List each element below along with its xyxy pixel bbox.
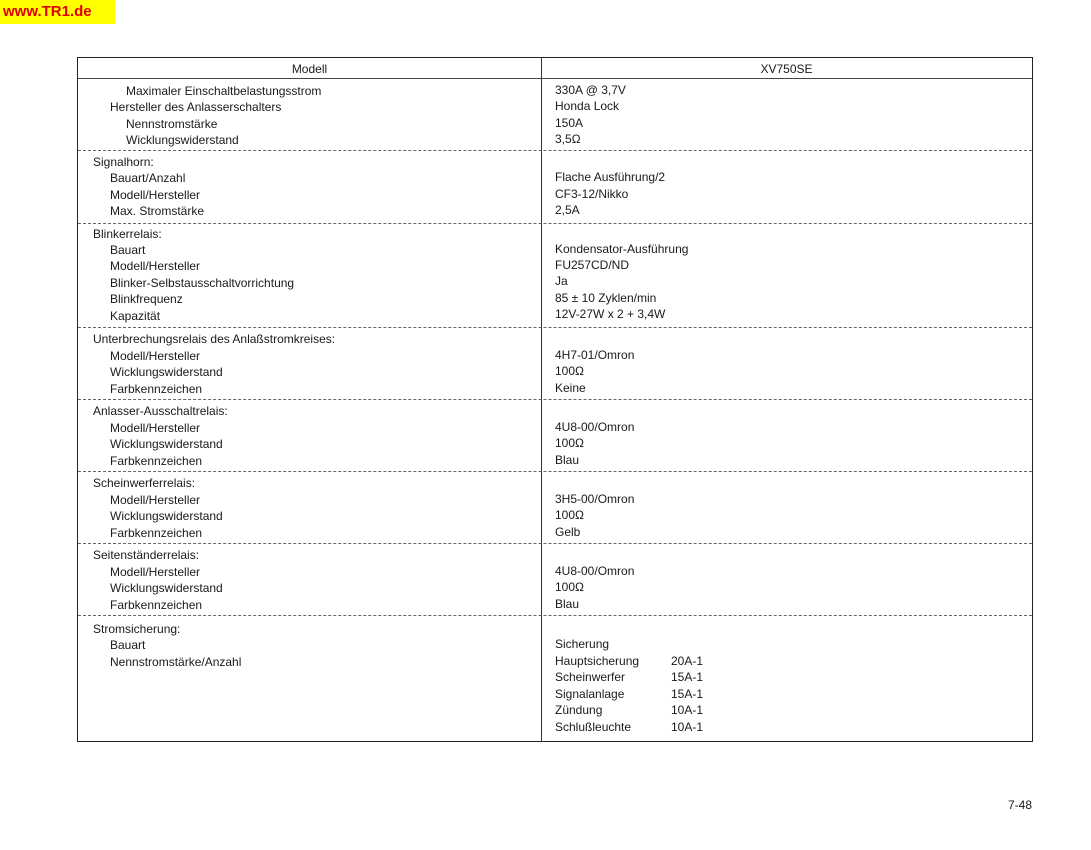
header-model-label: Modell <box>291 62 328 76</box>
row-value: 4U8-00/Omron <box>555 564 635 578</box>
group-title: Unterbrechungsrelais des Anlaßstromkreises: <box>93 332 336 346</box>
group-anlasser-ausschaltrelais <box>78 400 1032 472</box>
row-value: 2,5A <box>555 203 580 217</box>
row-label: Wicklungswiderstand <box>110 509 223 523</box>
row-value: Honda Lock <box>555 99 620 113</box>
row-label: Modell/Hersteller <box>110 421 201 435</box>
row-value: FU257CD/ND <box>555 258 630 272</box>
row-label: Hersteller des Anlasserschalters <box>110 100 282 114</box>
fuse-rating: 15A-1 <box>671 687 704 701</box>
row-value: CF3-12/Nikko <box>555 187 629 201</box>
fuse-rating: 10A-1 <box>671 720 704 734</box>
group-starter-switch <box>78 79 1032 151</box>
group-title: Anlasser-Ausschaltrelais: <box>93 404 228 418</box>
row-value: 100Ω <box>555 580 584 594</box>
row-label: Bauart/Anzahl <box>110 171 186 185</box>
row-value: Flache Ausführung/2 <box>555 170 666 184</box>
row-value: Ja <box>555 274 568 288</box>
row-label: Kapazität <box>110 309 161 323</box>
fuse-name: Zündung <box>555 703 603 717</box>
fuse-rating: 15A-1 <box>671 670 704 684</box>
row-value: Sicherung <box>555 637 610 651</box>
row-label: Wicklungswiderstand <box>110 581 223 595</box>
row-label: Farbkennzeichen <box>110 454 203 468</box>
row-label: Modell/Hersteller <box>110 493 201 507</box>
row-value: 100Ω <box>555 364 584 378</box>
row-value: Blau <box>555 453 580 467</box>
row-label: Wicklungswiderstand <box>110 437 223 451</box>
row-value: 4H7-01/Omron <box>555 348 635 362</box>
fuse-name: Hauptsicherung <box>555 654 640 668</box>
row-label: Farbkennzeichen <box>110 382 203 396</box>
row-value: 330A @ 3,7V <box>555 83 626 97</box>
fuse-name: Signalanlage <box>555 687 625 701</box>
row-label: Farbkennzeichen <box>110 598 203 612</box>
row-value: 85 ± 10 Zyklen/min <box>555 291 657 305</box>
group-title: Signalhorn: <box>93 155 154 169</box>
spec-table <box>77 57 1033 742</box>
row-label: Modell/Hersteller <box>110 349 201 363</box>
fuse-rating: 10A-1 <box>671 703 704 717</box>
row-value: 4U8-00/Omron <box>555 420 635 434</box>
fuse-name: Scheinwerfer <box>555 670 626 684</box>
group-seitenstaenderrelais <box>78 544 1032 616</box>
group-title: Stromsicherung: <box>93 622 181 636</box>
watermark-link[interactable]: www.TR1.de <box>0 0 115 24</box>
row-label: Farbkennzeichen <box>110 526 203 540</box>
row-label: Bauart <box>110 243 146 257</box>
table-header-row <box>78 58 1032 79</box>
page-number: 7-48 <box>1008 798 1033 812</box>
row-value: Kondensator-Ausführung <box>555 242 689 256</box>
group-scheinwerferrelais <box>78 472 1032 544</box>
group-signalhorn <box>78 151 1032 224</box>
row-value: Keine <box>555 381 586 395</box>
row-value: 100Ω <box>555 508 584 522</box>
group-unterbrechungsrelais <box>78 328 1032 400</box>
row-value: 150A <box>555 116 584 130</box>
row-value: 100Ω <box>555 436 584 450</box>
row-label: Modell/Hersteller <box>110 259 201 273</box>
group-title: Seitenständerrelais: <box>93 548 200 562</box>
row-label: Blinker-Selbstausschaltvorrichtung <box>110 276 295 290</box>
row-label: Wicklungswiderstand <box>126 133 239 147</box>
row-label: Modell/Hersteller <box>110 565 201 579</box>
row-label: Max. Stromstärke <box>110 204 205 218</box>
row-label: Wicklungswiderstand <box>110 365 223 379</box>
row-label: Maximaler Einschaltbelastungsstrom <box>126 84 322 98</box>
row-label: Blinkfrequenz <box>110 292 183 306</box>
row-value: Gelb <box>555 525 581 539</box>
fuse-name: Schlußleuchte <box>555 720 632 734</box>
row-label: Modell/Hersteller <box>110 188 201 202</box>
row-value: 12V-27W x 2 + 3,4W <box>555 307 666 321</box>
group-title: Blinkerrelais: <box>93 227 162 241</box>
header-model-value: XV750SE <box>760 62 813 76</box>
group-stromsicherung <box>78 616 1032 741</box>
row-label: Nennstromstärke/Anzahl <box>110 655 242 669</box>
group-blinkerrelais <box>78 224 1032 328</box>
row-value: 3,5Ω <box>555 132 581 146</box>
row-label: Nennstromstärke <box>126 117 218 131</box>
fuse-rating: 20A-1 <box>671 654 704 668</box>
group-title: Scheinwerferrelais: <box>93 476 196 490</box>
row-value: 3H5-00/Omron <box>555 492 635 506</box>
row-label: Bauart <box>110 638 146 652</box>
row-value: Blau <box>555 597 580 611</box>
